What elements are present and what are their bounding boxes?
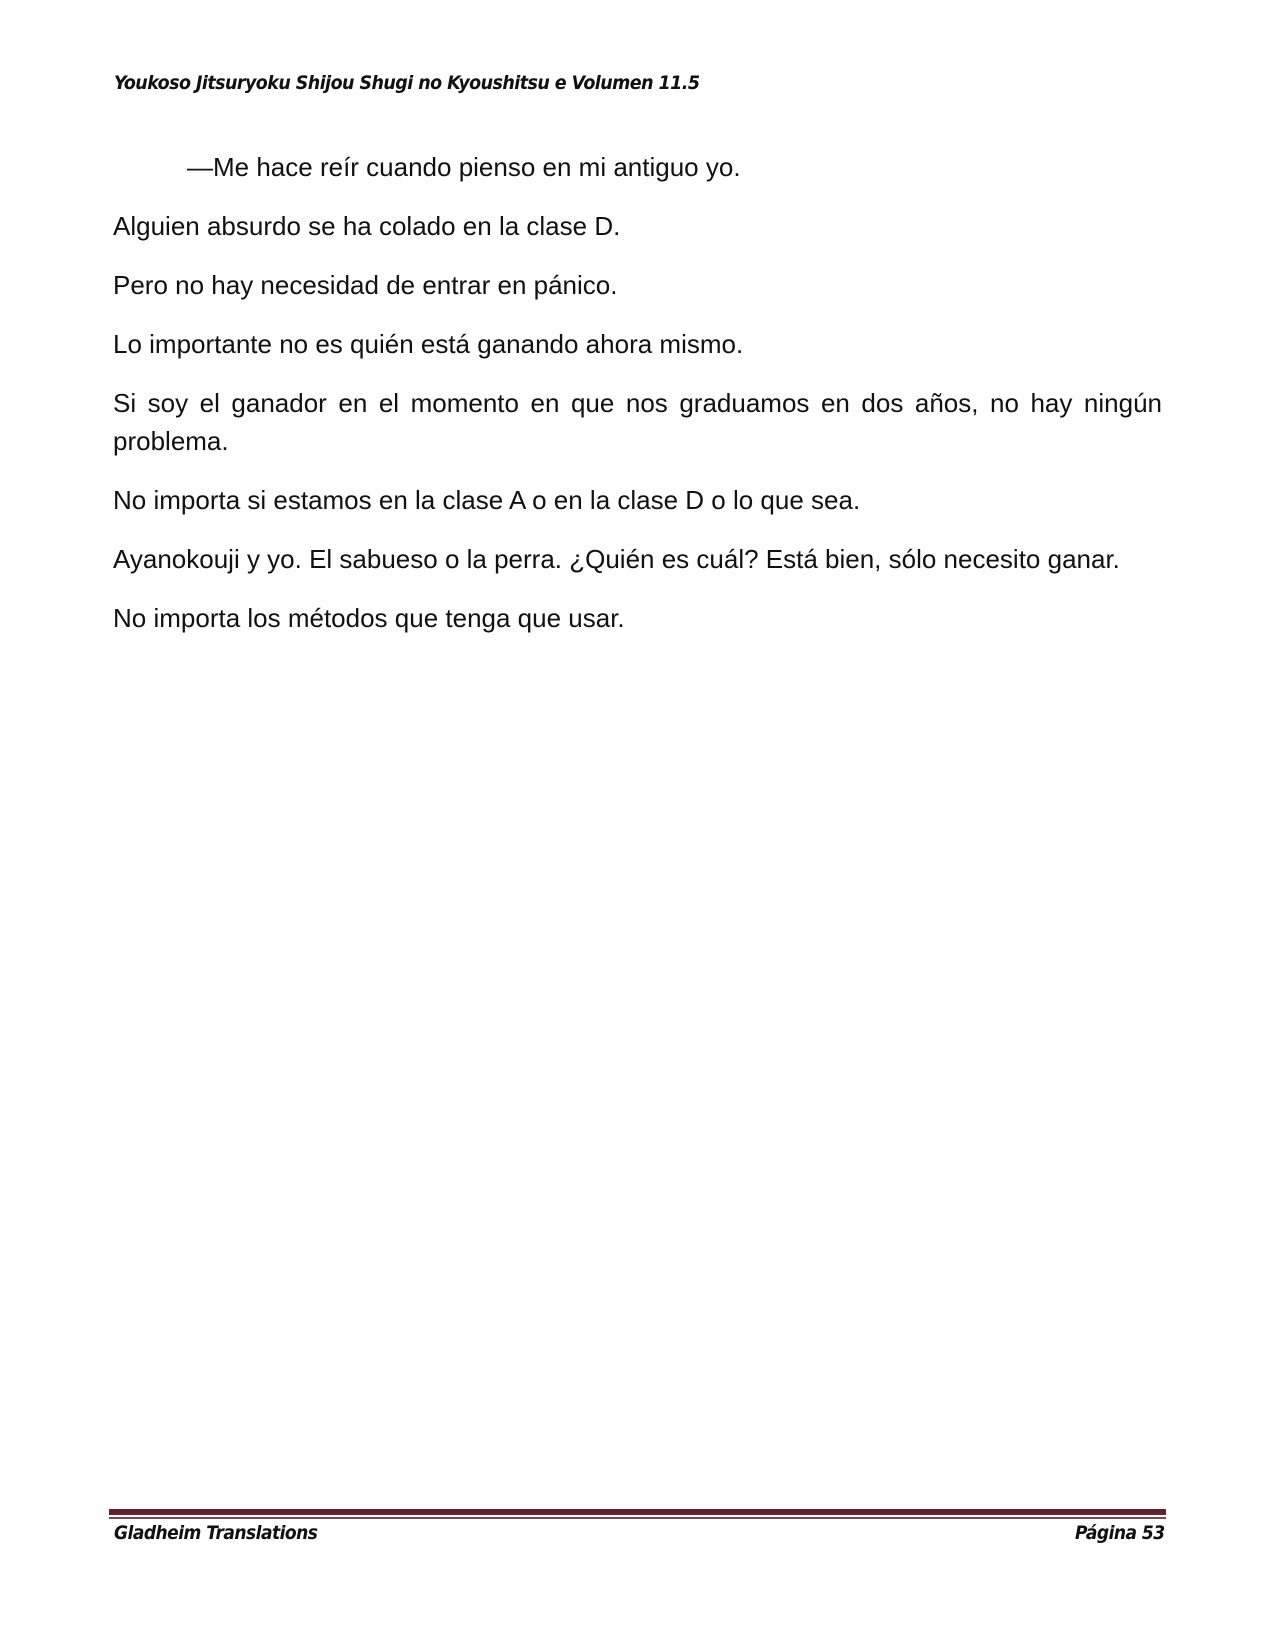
paragraph: Alguien absurdo se ha colado en la clase D. [113, 211, 621, 241]
paragraph: No importa los métodos que tenga que usar. [113, 603, 625, 633]
running-header: Youkoso Jitsuryoku Shijou Shugi no Kyoushitsu e Volumen 11.5 [114, 72, 700, 94]
footer-divider-thin [109, 1517, 1166, 1519]
paragraph: No importa si estamos en la clase A o en la clase D o lo que sea. [113, 485, 861, 515]
page-number: Página 53 [1075, 1522, 1165, 1544]
paragraph: Pero no hay necesidad de entrar en pánico. [113, 270, 618, 300]
paragraph: Si soy el ganador en el momento en que nos graduamos en dos años, no hay ningún problema. [113, 388, 1162, 456]
body-text [113, 148, 1162, 658]
footer-divider [109, 1509, 1166, 1515]
paragraph: Lo importante no es quién está ganando ahora mismo. [113, 329, 744, 359]
footer-publisher: Gladheim Translations [114, 1522, 318, 1544]
paragraph: Ayanokouji y yo. El sabueso o la perra. ¿Quién es cuál? Está bien, sólo necesito ganar. [113, 544, 1120, 574]
paragraph: —Me hace reír cuando pienso en mi antiguo yo. [187, 152, 741, 182]
